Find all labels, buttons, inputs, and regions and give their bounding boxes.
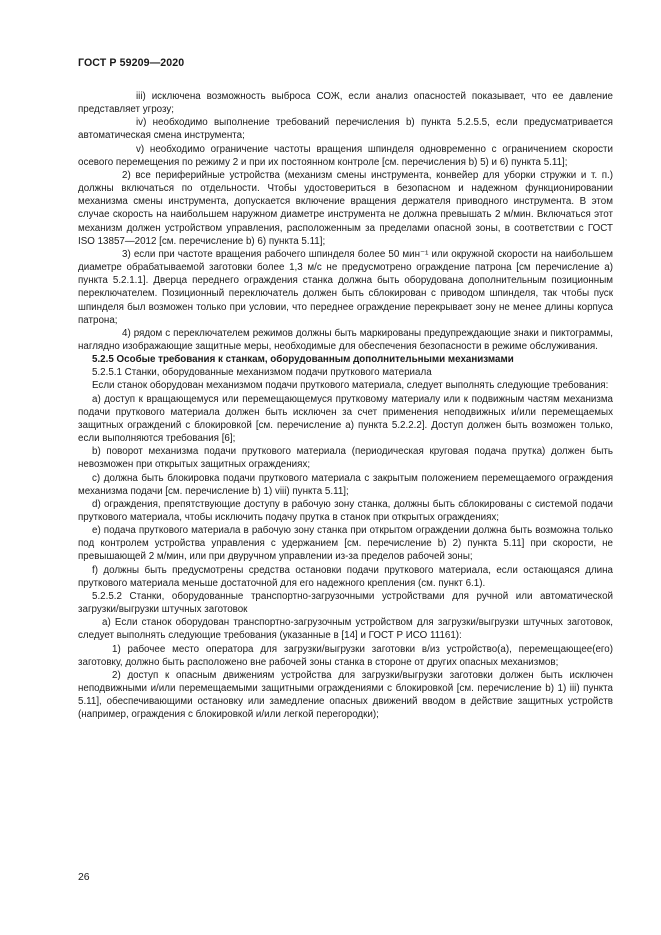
- paragraph: 2) все периферийные устройства (механизм смены инструмента, конвейер для уборки стружки и т. п.) должны включаться по отдельности. Чтобы удостовериться в безопасном и надежном функционировании механизма смены инструмента, допускается включение вращения держателя приводного инструмента. В этом случае скорость на наибольшем наружном диаметре инструмента не должна превышать 2 м/мин. Включаться этот механизм должен устройством управления, расположенным за пределами опасной зоны, в соответствии с ГОСТ ISO 13857—2012 [см. перечисление b) 6) пункта 5.11];: [78, 169, 613, 247]
- paragraph: iv) необходимо выполнение требований перечисления b) пункта 5.2.5.5, если предусматривается автоматическая смена инструмента;: [78, 117, 613, 142]
- list-item: с) должна быть блокировка подачи пруткового материала с закрытым положением перемещаемого ограждения механизма подачи [см. перечисление b) 1) viii) пункта 5.11];: [78, 472, 613, 497]
- standard-code-header: ГОСТ Р 59209—2020: [78, 57, 185, 69]
- subsection-heading: 5.2.5.2 Станки, оборудованные транспортно-загрузочными устройствами для ручной или автоматической загрузки/выгрузки штучных заготовок: [78, 590, 613, 616]
- paragraph: 3) если при частоте вращения рабочего шпинделя более 50 мин⁻¹ или окружной скорости на наибольшем диаметре обрабатываемой заготовки более 1,3 м/с не предусмотрено ограждение патрона [см перечисление а) пункта 5.2.1.1]. Дверца переднего ограждения станка должна быть оборудована дополнительным позиционным переключателем. Позиционный переключатель должен быть сблокирован с приводом шпинделя, так чтобы пуск шпинделя был возможен только при условии, что переднее ограждение перекрывает зону не менее длины корпуса патрона;: [78, 248, 613, 326]
- paragraph: iii) исключена возможность выброса СОЖ, если анализ опасностей показывает, что ее давление представляет угрозу;: [78, 91, 613, 116]
- list-item: b) поворот механизма подачи пруткового материала (периодическая круговая подача прутка) должен быть невозможен при открытых защитных ограждениях;: [78, 446, 613, 471]
- section-heading: 5.2.5 Особые требования к станкам, оборудованным дополнительными механизмами: [92, 354, 514, 366]
- list-item: 1) рабочее место оператора для загрузки/выгрузки заготовки в/из устройство(а), перемещающее(его) заготовку, должно быть расположено вне рабочей зоны станка в стороне от других опасных механизмов;: [78, 643, 613, 668]
- list-item: е) подача пруткового материала в рабочую зону станка при открытом ограждении должна быть возможна только под контролем устройства управления с удержанием [см. перечисление b) 2) пункта 5.11] при скорости, не превышающей 2 м/мин, или при двуручном управлении из-за пределов рабочей зоны;: [78, 525, 613, 563]
- paragraph: а) Если станок оборудован транспортно-загрузочным устройством для загрузки/выгрузки штучных заготовок, следует выполнять следующие требования (указанные в [14] и ГОСТ Р ИСО 11161):: [78, 617, 613, 642]
- list-item: d) ограждения, препятствующие доступу в рабочую зону станка, должны быть сблокированы с системой подачи пруткового материала, чтобы исключить подачу прутка в станок при открытых ограждениях;: [78, 498, 613, 523]
- list-item: f) должны быть предусмотрены средства остановки подачи пруткового материала, если остающаяся длина пруткового материала меньше достаточной для его надежного крепления (см. пункт 6.1).: [78, 564, 613, 589]
- list-item: а) доступ к вращающемуся или перемещающемуся прутковому материалу или к подвижным частям механизма подачи пруткового материала должен быть исключен за счет применения неподвижных и/или перемещаемых защитных ограждений с блокировкой [см. перечисление а) пункта 5.2.2.2]. Доступ должен быть возможен только, если выполняются требования [6];: [78, 393, 613, 445]
- document-body: [78, 90, 613, 722]
- list-item: 2) доступ к опасным движениям устройства для загрузки/выгрузки заготовки должен быть исключен неподвижными и/или перемещаемыми защитными ограждениями с блокировкой [см. перечисление b) 1) iii) пункта 5.11], обеспечивающими остановку или замедление опасных движений вводом в действие защитных устройств (например, ограждения с блокировкой и/или легкой перегородки);: [78, 669, 613, 721]
- page-number: 26: [78, 872, 90, 883]
- subsection-heading: 5.2.5.1 Станки, оборудованные механизмом подачи пруткового материала: [92, 367, 432, 379]
- paragraph: 4) рядом с переключателем режимов должны быть маркированы предупреждающие знаки и пиктограммы, наглядно изображающие защитные меры, необходимые для обеспечения безопасности в режиме обслуживания.: [78, 327, 613, 352]
- paragraph: Если станок оборудован механизмом подачи пруткового материала, следует выполнять следующие требования:: [92, 380, 609, 392]
- paragraph: v) необходимо ограничение частоты вращения шпинделя одновременно с ограничением скорости осевого перемещения по режиму 2 и при их постоянном контроле [см. перечисления b) 5) и 6) пункта 5.11];: [78, 143, 613, 168]
